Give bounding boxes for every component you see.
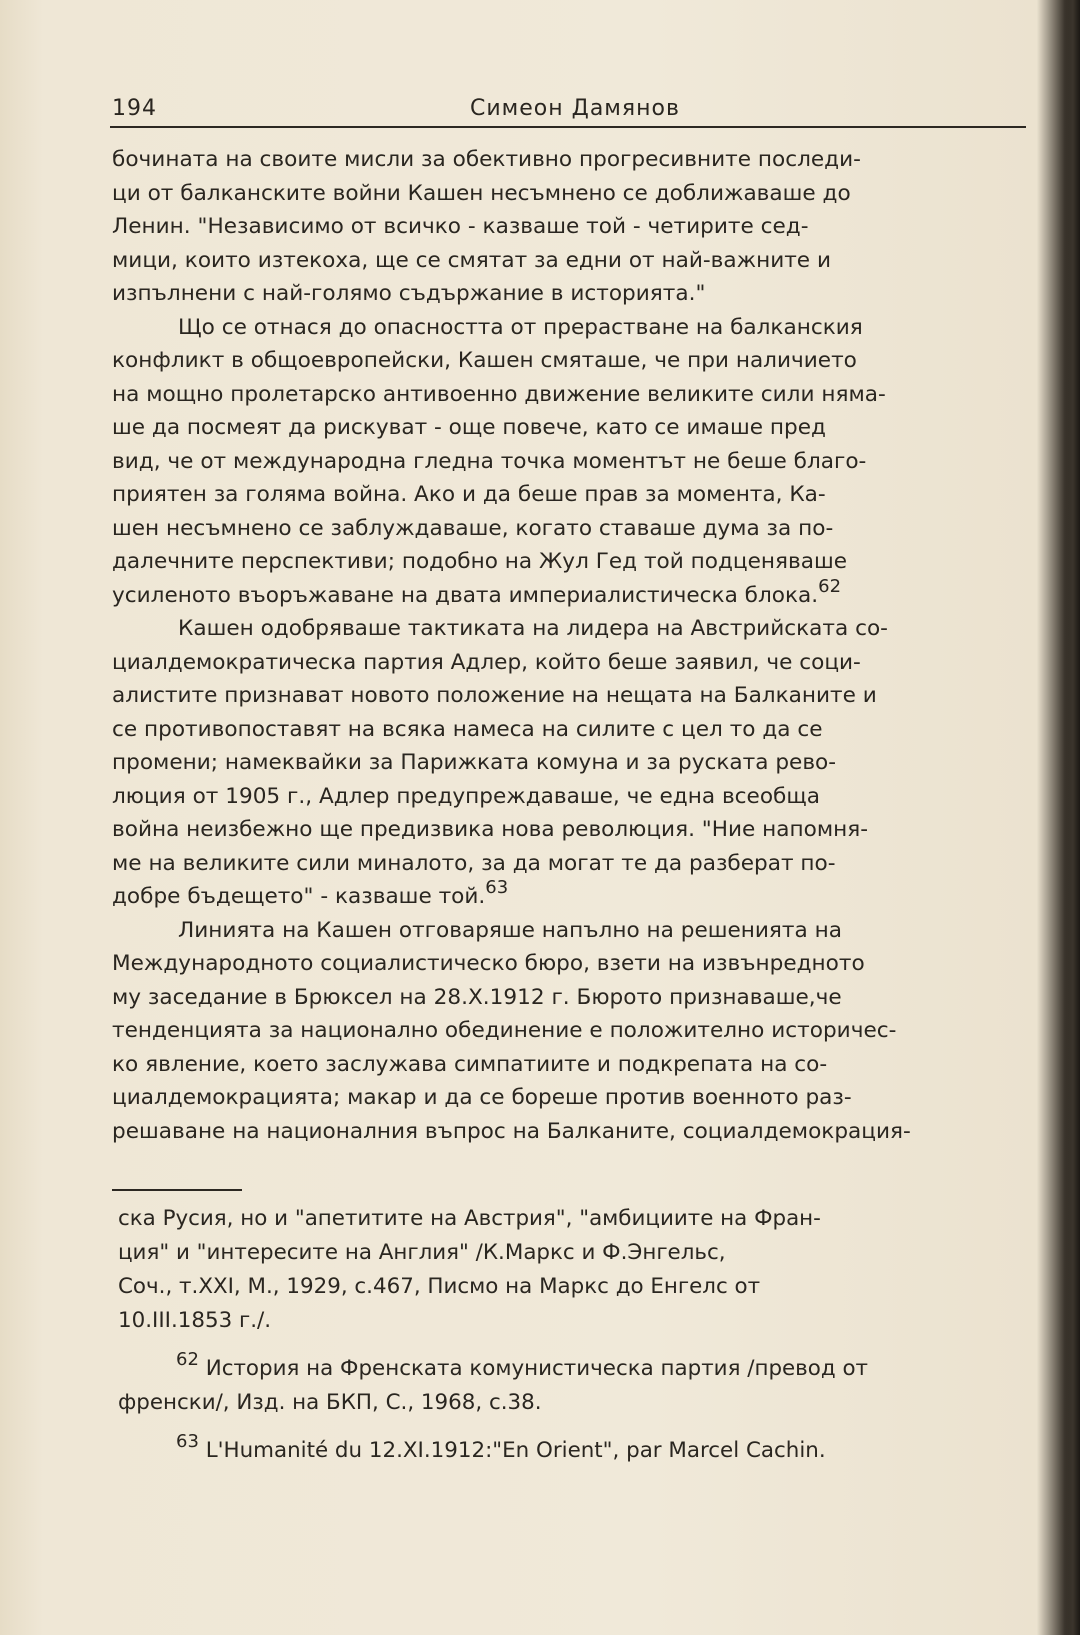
- body-line-text: Що се отнася до опасността от прерастване на балканския: [178, 314, 863, 340]
- body-line: [112, 545, 1032, 579]
- body-line: [112, 445, 1032, 479]
- body-line-text: Ленин. "Независимо от всичко - казваше той - четирите сед-: [112, 214, 809, 239]
- body-line-text: усиленото въоръжаване на двата империалистическа блока.: [112, 582, 819, 608]
- body-line-text: алистите признават новото положение на нещата на Балканите и: [112, 683, 877, 708]
- footnote-line: [118, 1236, 1038, 1270]
- body-line-text: война неизбежно ще предизвика нова революция. "Ние напомня-: [112, 817, 869, 842]
- body-line: [112, 1048, 1032, 1082]
- body-line: [112, 344, 1032, 378]
- footnote-text: Соч., т.XXI, М., 1929, с.467, Писмо на Маркс до Енгелс от: [118, 1274, 761, 1299]
- body-line-text: Линията на Кашен отговаряше напълно на решенията на: [178, 917, 842, 943]
- body-line: [112, 713, 1032, 747]
- body-line-text: на мощно пролетарско антивоенно движение великите сили няма-: [112, 381, 886, 407]
- footnote-line: [118, 1431, 1038, 1468]
- body-line-text: конфликт в общоевропейски, Кашен смяташе, че при наличието: [112, 348, 857, 373]
- body-line: [112, 177, 1032, 211]
- body-line-text: ци от балканските войни Кашен несъмнено се доближаваше до: [112, 180, 851, 206]
- footnote-reference: 63: [485, 877, 509, 898]
- body-line: [112, 311, 1032, 345]
- footnote-gap: [118, 1420, 1038, 1434]
- footnote-text: френски/, Изд. на БКП, С., 1968, с.38.: [118, 1390, 542, 1415]
- body-line-text: Кашен одобряваше тактиката на лидера на Австрийската со-: [178, 616, 888, 641]
- body-line-text: ме на великите сили миналото, за да могат те да разберат по-: [112, 850, 836, 876]
- footnote-line: [118, 1304, 1038, 1338]
- body-line: [112, 813, 1032, 847]
- body-line: [112, 143, 1032, 177]
- footnote-text: 10.III.1853 г./.: [118, 1308, 272, 1333]
- footnotes: [118, 1202, 1038, 1468]
- body-line: [112, 210, 1032, 244]
- body-line-text: циалдемократическа партия Адлер, който беше заявил, че соци-: [112, 649, 861, 675]
- body-line: [112, 981, 1032, 1015]
- body-line: [112, 679, 1032, 713]
- body-line: [112, 1081, 1032, 1115]
- footnote-line: [118, 1202, 1038, 1236]
- body-line: [112, 378, 1032, 412]
- page-header: [110, 96, 1026, 128]
- body-line-text: циалдемокрацията; макар и да се бореше против военното раз-: [112, 1085, 852, 1110]
- body-line: [112, 411, 1032, 445]
- running-head: Симеон Дамянов: [470, 96, 680, 121]
- body-line: [112, 512, 1032, 546]
- body-line-text: Международното социалистическо бюро, взети на извънредното: [112, 951, 865, 976]
- body-line-text: шен несъмнено се заблуждаваше, когато ставаше дума за по-: [112, 515, 834, 541]
- body-line: [112, 847, 1032, 881]
- page-number: 194: [112, 96, 157, 121]
- body-line: [112, 877, 1032, 914]
- body-line: [112, 746, 1032, 780]
- footnote-reference: 62: [818, 575, 842, 597]
- body-line: [112, 1014, 1032, 1048]
- footnote-text: История на Френската комунистическа партия /превод от: [198, 1356, 869, 1381]
- footnote-separator: [112, 1189, 242, 1191]
- body-line: [112, 244, 1032, 278]
- body-line-text: промени; намеквайки за Парижката комуна и за руската рево-: [112, 750, 837, 775]
- footnote-gap: [118, 1338, 1038, 1352]
- body-line-text: далечните перспективи; подобно на Жул Гед той подценяваше: [112, 549, 848, 574]
- body-line-text: добре бъдещето" - казваше той.: [112, 884, 486, 909]
- footnote-line: [118, 1386, 1038, 1420]
- body-line-text: тенденцията за национално обединение е положително историчес-: [112, 1018, 897, 1043]
- footnote-line: [118, 1270, 1038, 1304]
- body-text: [112, 143, 1032, 1148]
- footnote-line: [118, 1349, 1038, 1386]
- body-line-text: вид, че от международна гледна точка моментът не беше благо-: [112, 448, 867, 474]
- body-line-text: ше да посмеят да рискуват - още повече, като се имаше пред: [112, 415, 826, 440]
- body-line-text: се противопоставят на всяка намеса на силите с цел то да се: [112, 716, 823, 742]
- body-line: [112, 914, 1032, 948]
- body-line: [112, 612, 1032, 646]
- body-line: [112, 1115, 1032, 1149]
- footnote-number: 62: [176, 1349, 199, 1370]
- body-line: [112, 780, 1032, 814]
- footnote-text: L'Humanité du 12.XI.1912:"En Orient", par Marcel Cachin.: [198, 1438, 826, 1463]
- body-line: [112, 575, 1032, 613]
- body-line-text: ко явление, което заслужава симпатиите и подкрепата на со-: [112, 1051, 828, 1077]
- body-line-text: решаване на националния въпрос на Балканите, социалдемокрация-: [112, 1118, 911, 1144]
- body-line-text: приятен за голяма война. Ако и да беше прав за момента, Ка-: [112, 482, 826, 507]
- footnote-number: 63: [176, 1431, 199, 1452]
- body-line-text: изпълнени с най-голямо съдържание в историята.": [112, 281, 706, 306]
- body-line: [112, 478, 1032, 512]
- body-line: [112, 947, 1032, 981]
- footnote-text: ция" и "интересите на Англия" /К.Маркс и Ф.Энгельс,: [118, 1240, 726, 1265]
- body-line-text: мици, които изтекоха, ще се смятат за едни от най-важните и: [112, 247, 831, 273]
- body-line-text: бочината на своите мисли за обективно прогресивните последи-: [112, 147, 861, 172]
- body-line-text: му заседание в Брюксел на 28.X.1912 г. Бюрото признаваше,че: [112, 984, 842, 1010]
- body-line: [112, 646, 1032, 680]
- page-edge-shadow: [1064, 0, 1080, 1635]
- body-line-text: люция от 1905 г., Адлер предупреждаваше, че една всеобща: [112, 783, 820, 809]
- body-line: [112, 277, 1032, 311]
- footnote-text: ска Русия, но и "апетитите на Австрия", "амбициите на Фран-: [118, 1206, 821, 1231]
